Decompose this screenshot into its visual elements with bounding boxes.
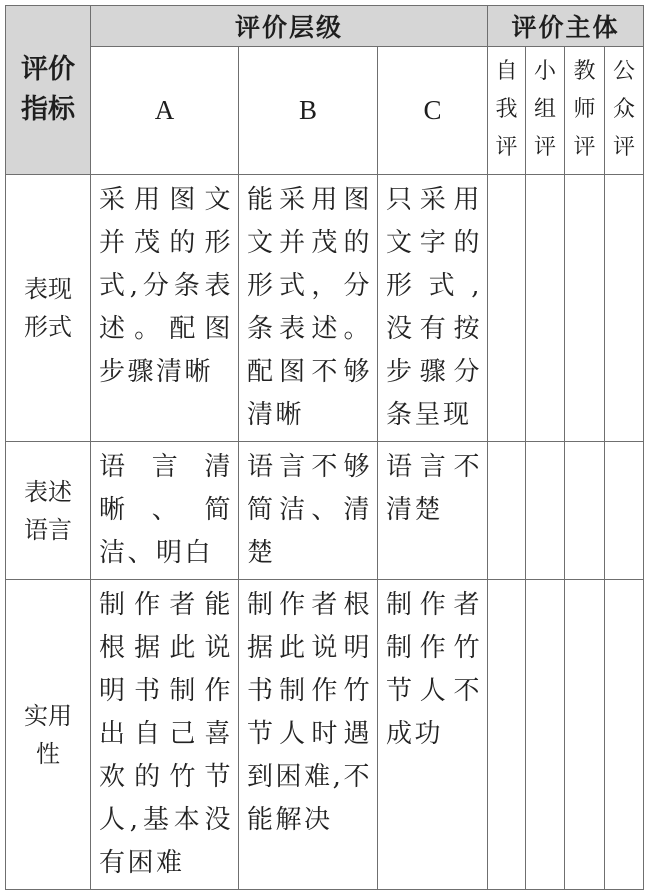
cell-level-c: 语言不清楚 [378, 442, 488, 580]
subject-teacher-char: 教 [573, 59, 596, 84]
cell-teacher-eval[interactable] [565, 175, 605, 442]
row-label-language [6, 442, 91, 580]
evaluation-rubric-table [5, 5, 644, 890]
row-label-practicality [6, 580, 91, 890]
cell-level-c: 只采用文字的形式,没有按步骤分条呈现 [378, 175, 488, 442]
levels-header: 评价层级 [91, 6, 488, 47]
table-row [6, 442, 644, 580]
row-label-line: 形式 [24, 313, 72, 341]
subject-self-char: 自 [495, 59, 518, 84]
cell-self-eval[interactable] [488, 442, 526, 580]
subject-self-header [488, 47, 526, 175]
cell-level-a: 制作者能根据此说明书制作出自己喜欢的竹节人,基本没有困难 [91, 580, 239, 890]
cell-public-eval[interactable] [605, 442, 644, 580]
subject-group-char: 小 [534, 59, 557, 84]
subject-self-char: 我 [495, 97, 518, 122]
cell-level-a: 采用图文并茂的形式,分条表述。配图步骤清晰 [91, 175, 239, 442]
subject-teacher-char: 评 [573, 135, 596, 160]
level-b-header: B [239, 47, 378, 175]
index-header-line2: 指标 [21, 94, 75, 125]
cell-level-b: 能采用图文并茂的形式，分条表述。配图不够清晰 [239, 175, 378, 442]
cell-self-eval[interactable] [488, 175, 526, 442]
index-header [6, 6, 91, 175]
cell-public-eval[interactable] [605, 175, 644, 442]
subject-public-char: 众 [613, 97, 636, 122]
row-label-line: 表现 [24, 275, 72, 303]
cell-group-eval[interactable] [526, 442, 565, 580]
subject-self-char: 评 [495, 135, 518, 160]
cell-group-eval[interactable] [526, 580, 565, 890]
row-label-line: 表述 [24, 477, 72, 506]
subject-group-char: 组 [534, 97, 557, 122]
cell-teacher-eval[interactable] [565, 580, 605, 890]
header-row-top [6, 6, 644, 47]
level-a-header: A [91, 47, 239, 175]
row-label-expression-form [6, 175, 91, 442]
level-c-header: C [378, 47, 488, 175]
row-label-line: 性 [36, 739, 60, 768]
subject-public-char: 公 [613, 59, 636, 84]
subjects-header: 评价主体 [488, 6, 644, 47]
subject-teacher-header [565, 47, 605, 175]
table-row [6, 175, 644, 442]
cell-teacher-eval[interactable] [565, 442, 605, 580]
subject-public-char: 评 [613, 135, 636, 160]
header-row-sub [6, 47, 644, 175]
cell-level-a: 语言清晰、简洁、明白 [91, 442, 239, 580]
subject-teacher-char: 师 [573, 97, 596, 122]
cell-level-b: 语言不够简洁、清楚 [239, 442, 378, 580]
row-label-line: 实用 [24, 701, 72, 730]
cell-level-c: 制作者制作竹节人不成功 [378, 580, 488, 890]
row-label-line: 语言 [24, 515, 72, 544]
subject-group-header [526, 47, 565, 175]
cell-level-b: 制作者根据此说明书制作竹节人时遇到困难,不能解决 [239, 580, 378, 890]
subject-public-header [605, 47, 644, 175]
cell-group-eval[interactable] [526, 175, 565, 442]
cell-self-eval[interactable] [488, 580, 526, 890]
table-row [6, 580, 644, 890]
subject-group-char: 评 [534, 135, 557, 160]
index-header-line1: 评价 [21, 54, 75, 85]
cell-public-eval[interactable] [605, 580, 644, 890]
